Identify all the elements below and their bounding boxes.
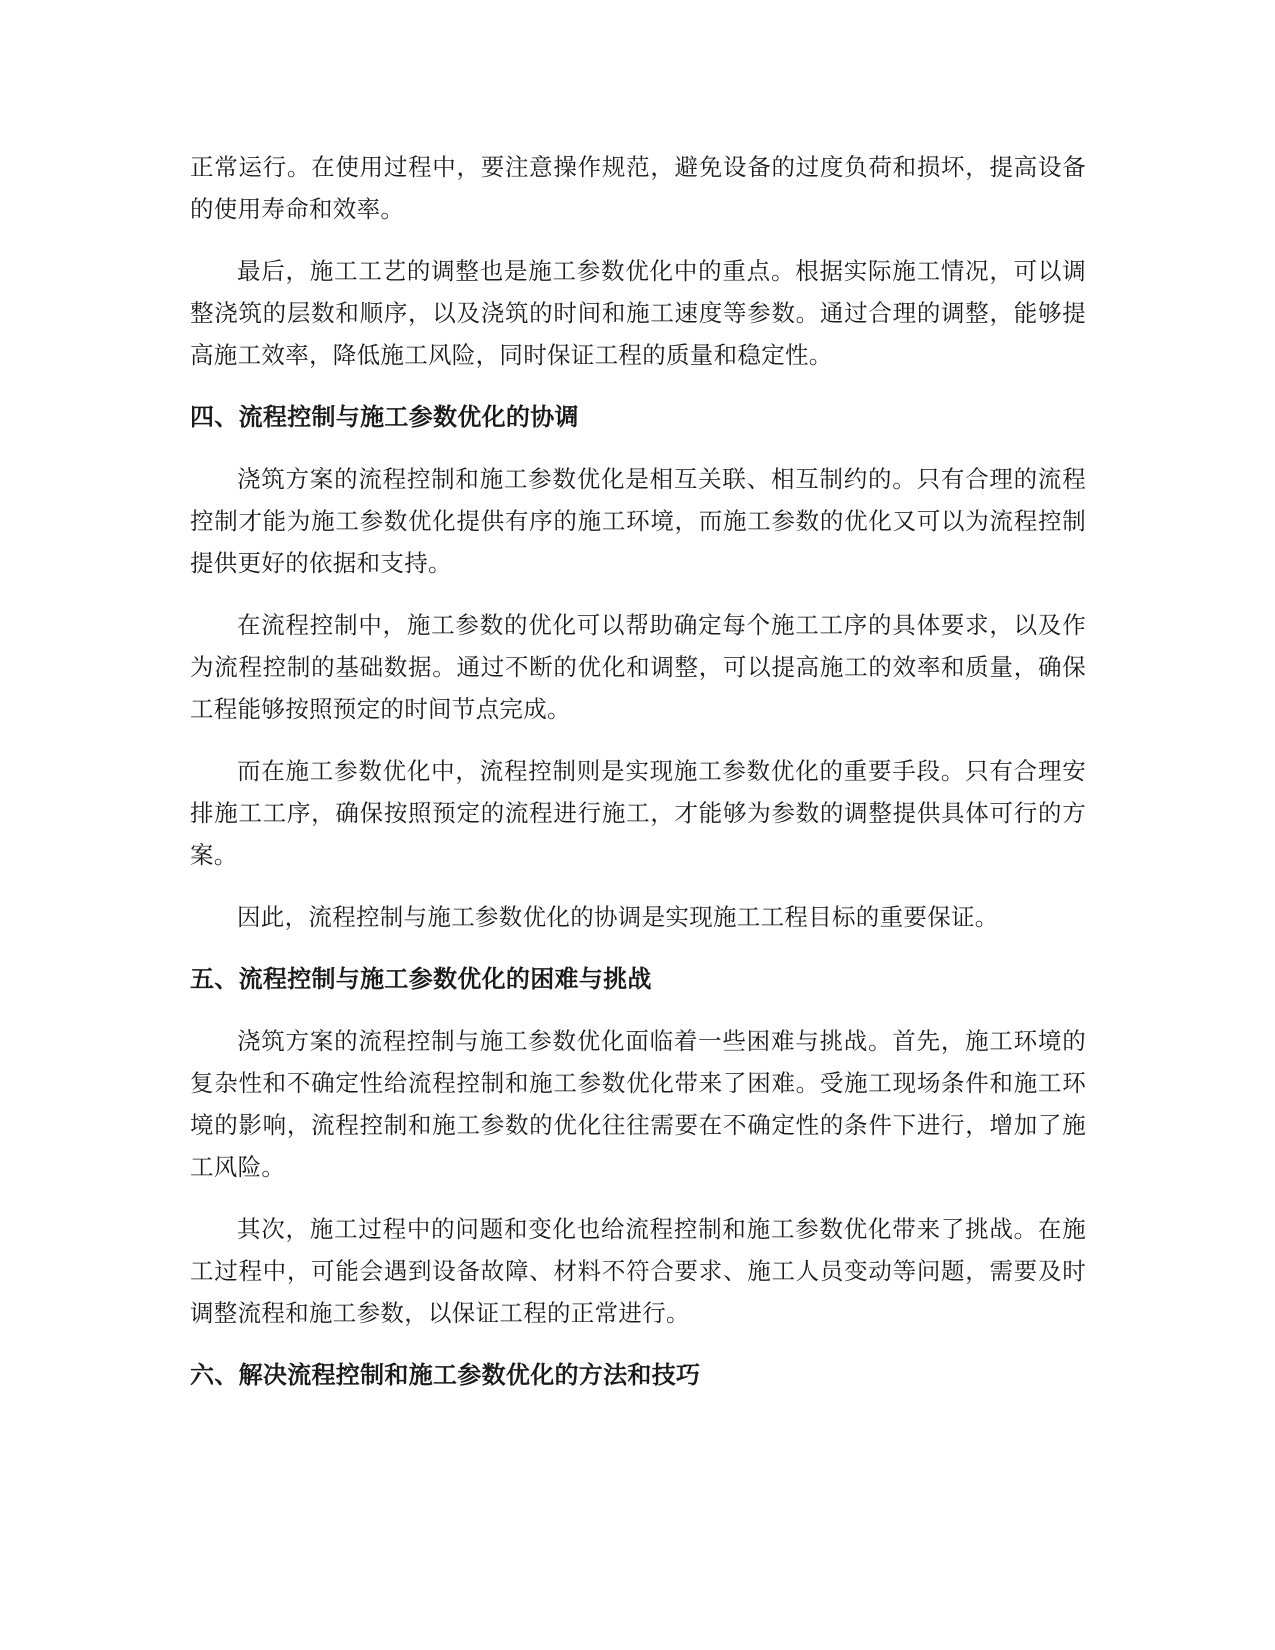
paragraph-coordination-intro: 浇筑方案的流程控制和施工参数优化是相互关联、相互制约的。只有合理的流程控制才能为施工参数优化提供有序的施工环境，而施工参数的优化又可以为流程控制提供更好的依据和支持。 <box>190 465 1086 577</box>
paragraph-coordination-optimization: 而在施工参数优化中，流程控制则是实现施工参数优化的重要手段。只有合理安排施工工序，确保按照预定的流程进行施工，才能够为参数的调整提供具体可行的方案。 <box>190 757 1086 869</box>
section-heading-5: 五、流程控制与施工参数优化的困难与挑战 <box>190 965 652 993</box>
paragraph-coordination-control: 在流程控制中，施工参数的优化可以帮助确定每个施工工序的具体要求，以及作为流程控制的基础数据。通过不断的优化和调整，可以提高施工的效率和质量，确保工程能够按照预定的时间节点完成。 <box>190 611 1086 723</box>
paragraph-challenges-environment: 浇筑方案的流程控制与施工参数优化面临着一些困难与挑战。首先，施工环境的复杂性和不确定性给流程控制和施工参数优化带来了困难。受施工现场条件和施工环境的影响，流程控制和施工参数的优化往往需要在不确定性的条件下进行，增加了施工风险。 <box>190 1027 1086 1181</box>
document-page <box>190 146 1086 1396</box>
paragraph-equipment-usage: 正常运行。在使用过程中，要注意操作规范，避免设备的过度负荷和损坏，提高设备的使用寿命和效率。 <box>190 153 1086 223</box>
section-heading-4: 四、流程控制与施工参数优化的协调 <box>190 403 579 431</box>
paragraph-coordination-conclusion: 因此，流程控制与施工参数优化的协调是实现施工工程目标的重要保证。 <box>237 903 999 931</box>
paragraph-process-adjustment: 最后，施工工艺的调整也是施工参数优化中的重点。根据实际施工情况，可以调整浇筑的层数和顺序，以及浇筑的时间和施工速度等参数。通过合理的调整，能够提高施工效率，降低施工风险，同时保证工程的质量和稳定性。 <box>190 257 1086 369</box>
paragraph-challenges-changes: 其次，施工过程中的问题和变化也给流程控制和施工参数优化带来了挑战。在施工过程中，可能会遇到设备故障、材料不符合要求、施工人员变动等问题，需要及时调整流程和施工参数，以保证工程的正常进行。 <box>190 1215 1086 1327</box>
section-heading-6: 六、解决流程控制和施工参数优化的方法和技巧 <box>190 1361 701 1389</box>
